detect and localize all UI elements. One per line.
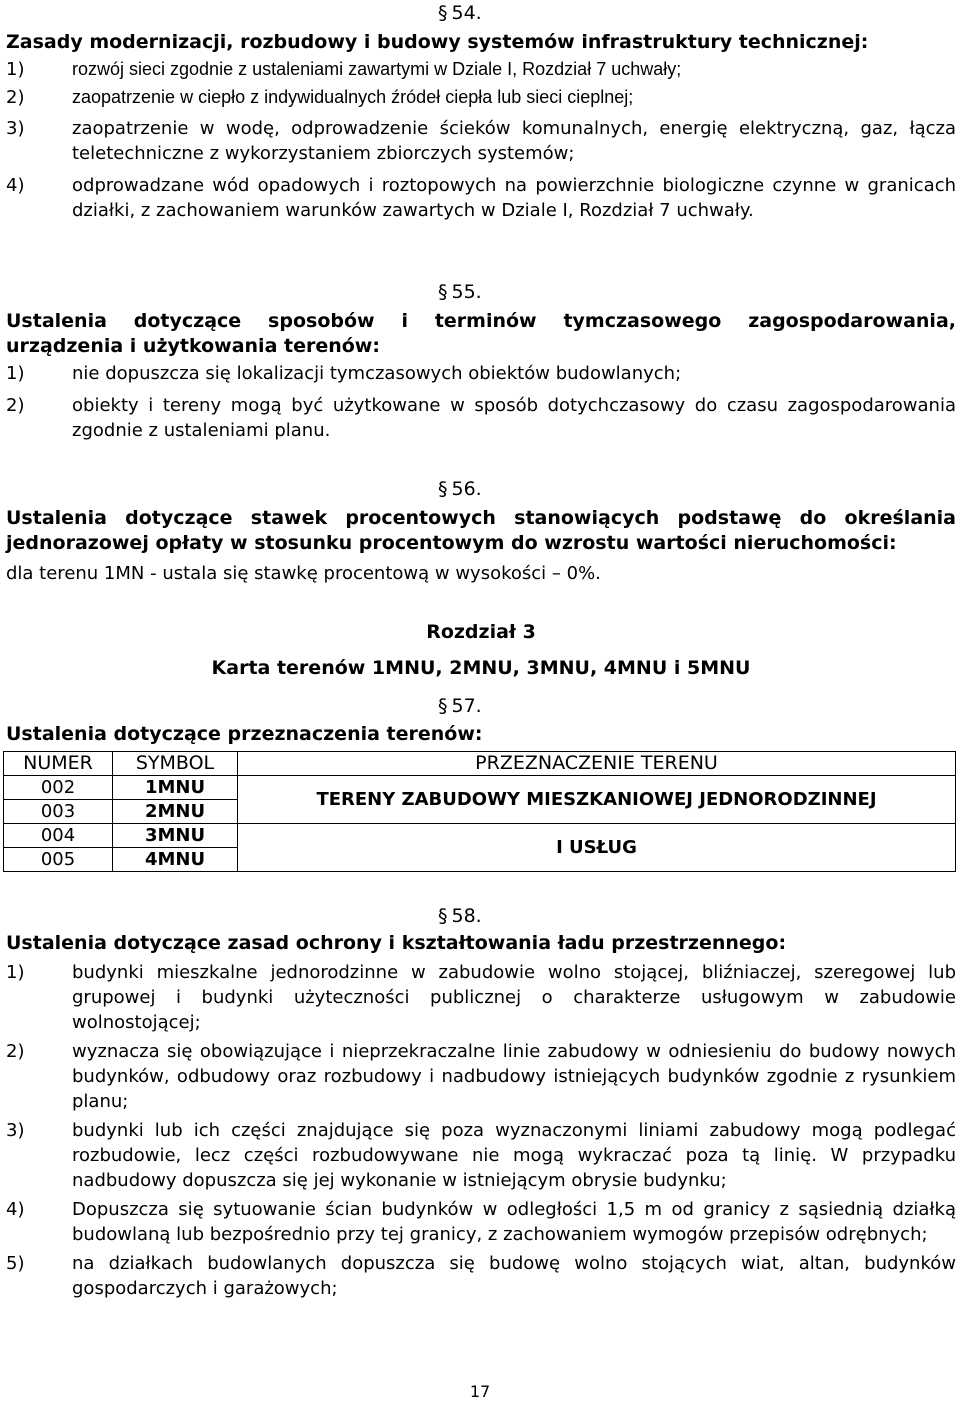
column-header-purpose: PRZEZNACZENIE TERENU — [238, 752, 956, 776]
cell-numer: 005 — [4, 848, 113, 872]
section-symbol: § — [438, 2, 448, 24]
cell-numer: 002 — [4, 776, 113, 800]
section-58-list — [6, 960, 956, 1301]
section-number: 58. — [451, 905, 482, 927]
section-symbol: § — [438, 478, 448, 500]
section-56-heading: Ustalenia dotyczące stawek procentowych stanowiących podstawę do określania jednorazowej opłaty w stosunku procentowym do wzrostu wartości nieruchomości: — [6, 507, 956, 554]
list-item: 4) odprowadzane wód opadowych i roztopowych na powierzchnie biologiczne czynne w granicach działki, z zachowaniem warunków zawartych w Dziale I, Rozdział 7 uchwały. — [6, 175, 956, 221]
cell-symbol: 1MNU — [113, 776, 238, 800]
section-56-text: dla terenu 1MN - ustala się stawkę procentową w wysokości – 0%. — [6, 563, 601, 584]
cell-symbol: 2MNU — [113, 800, 238, 824]
section-symbol: § — [438, 905, 448, 927]
section-57-heading: Ustalenia dotyczące przeznaczenia terenów: — [6, 723, 483, 745]
section-54-list — [6, 57, 956, 223]
section-58-heading: Ustalenia dotyczące zasad ochrony i kształtowania ładu przestrzennego: — [6, 932, 787, 954]
section-55-list — [6, 361, 956, 443]
section-number: 54. — [451, 2, 482, 24]
land-use-table — [3, 751, 956, 872]
cell-purpose-line2: I USŁUG — [238, 824, 956, 872]
page-number: 17 — [469, 1382, 491, 1401]
column-header-symbol: SYMBOL — [113, 752, 238, 776]
section-57-title — [438, 693, 482, 719]
column-header-numer: NUMER — [4, 752, 113, 776]
chapter-title: Rozdział 3 — [426, 621, 536, 643]
list-item: 1) nie dopuszcza się lokalizacji tymczasowych obiektów budowlanych; — [6, 363, 682, 384]
list-item: 5) na działkach budowlanych dopuszcza się budowę wolno stojących wiat, altan, budynków gospodarczych i garażowych; — [6, 1253, 956, 1299]
cell-numer: 003 — [4, 800, 113, 824]
cell-numer: 004 — [4, 824, 113, 848]
table-header-row — [4, 752, 956, 776]
list-item: 3) zaopatrzenie w wodę, odprowadzenie ścieków komunalnych, energię elektryczną, gaz, łącza teletechniczne z wykorzystaniem zbiorczych systemów; — [6, 118, 956, 164]
section-symbol: § — [438, 695, 448, 717]
list-item: 2) zaopatrzenie w ciepło z indywidualnych źródeł ciepła lub sieci cieplnej; — [6, 87, 634, 108]
section-number: 55. — [451, 281, 482, 303]
cell-purpose-line1: TERENY ZABUDOWY MIESZKANIOWEJ JEDNORODZINNEJ — [238, 776, 956, 824]
section-number: 57. — [451, 695, 482, 717]
list-item: 2) obiekty i tereny mogą być użytkowane w sposób dotychczasowy do czasu zagospodarowania zgodnie z ustaleniami planu. — [6, 395, 956, 441]
chapter-subtitle: Karta terenów 1MNU, 2MNU, 3MNU, 4MNU i 5MNU — [211, 657, 751, 679]
section-number: 56. — [451, 478, 482, 500]
section-54-heading: Zasady modernizacji, rozbudowy i budowy systemów infrastruktury technicznej: — [6, 31, 869, 53]
section-56-title — [438, 476, 482, 502]
section-54-title — [438, 0, 482, 26]
cell-symbol: 3MNU — [113, 824, 238, 848]
cell-symbol: 4MNU — [113, 848, 238, 872]
table-row — [4, 776, 956, 800]
list-item: 1) rozwój sieci zgodnie z ustaleniami zawartymi w Dziale I, Rozdział 7 uchwały; — [6, 59, 682, 80]
list-item: 1) budynki mieszkalne jednorodzinne w zabudowie wolno stojącej, bliźniaczej, szeregowej lub grupowej i budynki użyteczności publicznej o charakterze usługowym w zabudowie wolnostojącej; — [6, 962, 956, 1033]
section-symbol: § — [438, 281, 448, 303]
section-58-title — [438, 903, 482, 929]
table-row — [4, 824, 956, 848]
list-item: 2) wyznacza się obowiązujące i nieprzekraczalne linie zabudowy w odniesieniu do budowy nowych budynków, odbudowy oraz rozbudowy i nadbudowy istniejących budynków zgodnie z rysunkiem planu; — [6, 1041, 956, 1112]
section-55-title — [438, 279, 482, 305]
section-55-heading: Ustalenia dotyczące sposobów i terminów tymczasowego zagospodarowania, urządzenia i użytkowania terenów: — [6, 310, 956, 357]
list-item: 3) budynki lub ich części znajdujące się poza wyznaczonymi liniami zabudowy mogą podlegać rozbudowie, lecz części rozbudowywane nie mogą wykraczać poza tą linię. W przypadku nadbudowy dopuszcza się jej wykonanie w istniejącym obrysie budynku; — [6, 1120, 956, 1191]
list-item: 4) Dopuszcza się sytuowanie ścian budynków w odległości 1,5 m od granicy z sąsiednią działką budowlaną lub bezpośrednio przy tej granicy, z zachowaniem wymogów przepisów odrębnych; — [6, 1199, 956, 1245]
